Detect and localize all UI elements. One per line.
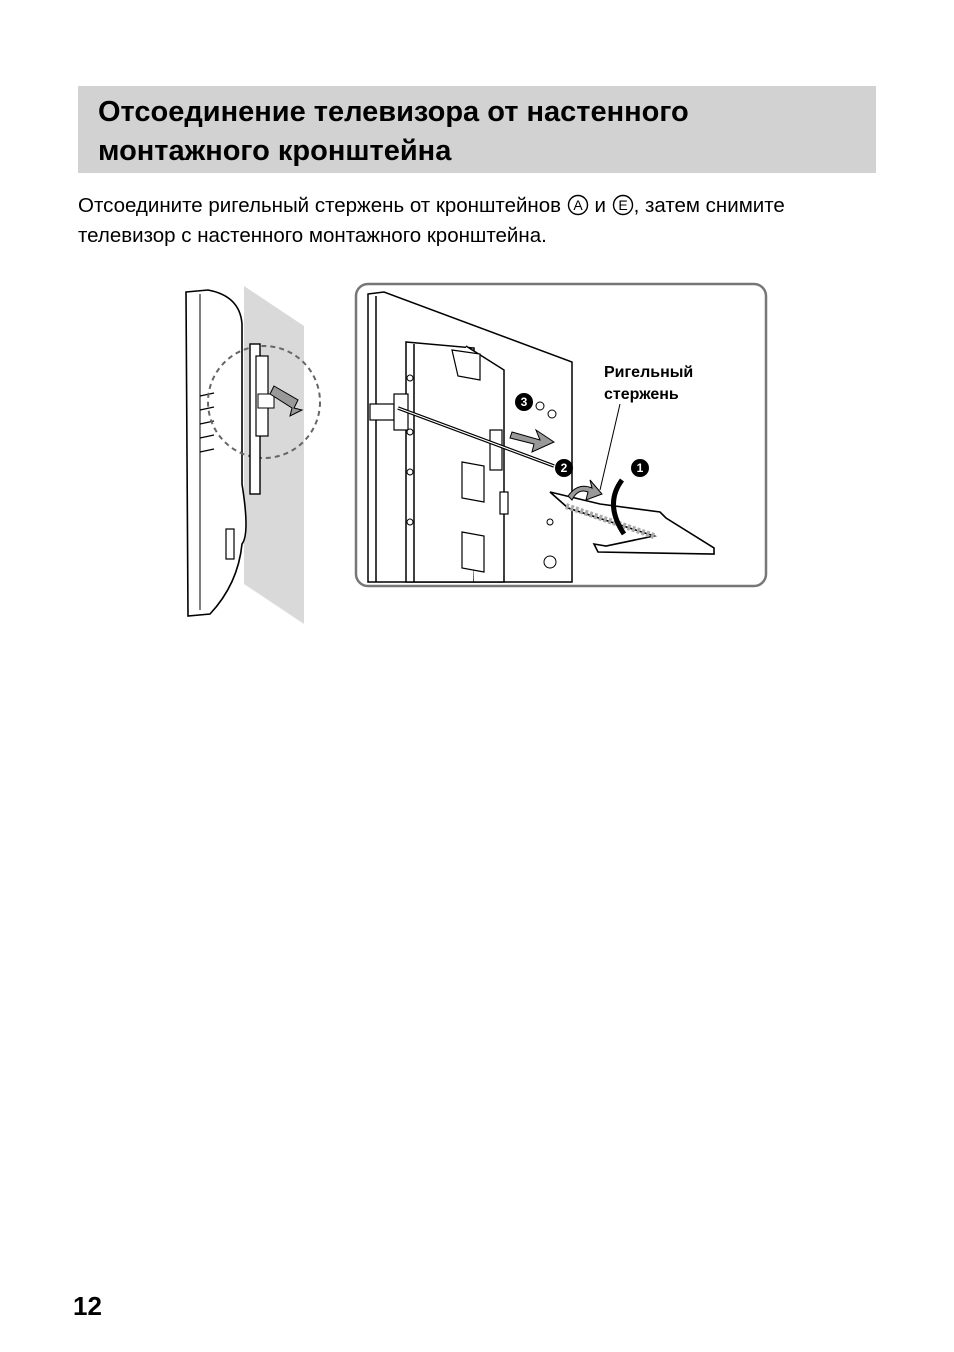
tv-body	[186, 290, 246, 616]
step-number-2: 2	[560, 461, 568, 475]
step-number-3: 3	[520, 395, 528, 409]
rod-label-line-2: стержень	[604, 386, 679, 403]
step-number-1: 1	[636, 461, 644, 475]
tv-side-port	[226, 529, 234, 559]
tv-side-view-illustration	[180, 284, 330, 629]
circled-a-marker	[567, 194, 589, 216]
circled-e-letter: E	[617, 197, 628, 213]
section-title-line-1: Отсоединение телевизора от настенного	[98, 96, 689, 128]
instruction-text: Отсоедините ригельный стержень от кронштейнов	[78, 194, 567, 217]
section-title-line-2: монтажного кронштейна	[98, 135, 452, 167]
bracket-detail-illustration	[354, 282, 768, 590]
page-number: 12	[73, 1291, 102, 1321]
instruction-text-and: и	[588, 194, 612, 217]
section-title-banner	[78, 86, 876, 173]
instruction-line-2: телевизор с настенного монтажного кронштейна.	[78, 224, 547, 247]
circled-a-letter: A	[573, 197, 583, 213]
instruction-line-1	[78, 194, 785, 217]
instruction-paragraph	[78, 191, 898, 251]
rod-label-line-1: Ригельный	[604, 364, 694, 381]
instruction-text-end: , затем снимите	[633, 194, 785, 217]
circled-e-marker	[612, 194, 634, 216]
